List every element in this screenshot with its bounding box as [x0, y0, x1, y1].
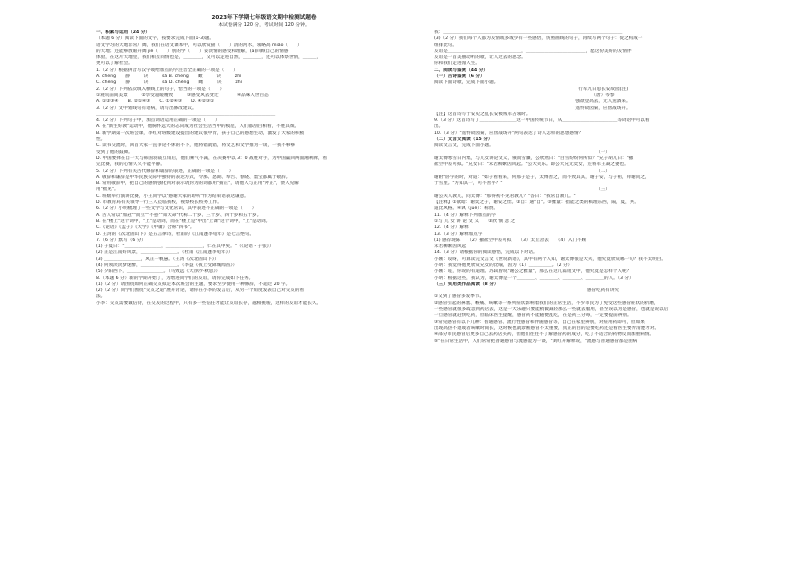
left-line: 语文学习的天地非常广阔，我们在语文课本中，可以欣赏描（ ）清的河水，领略高 miǎo（ ）	[96, 42, 302, 48]
right-line: 出现高热不退或者咳嗽时间长，这时候也就诊断感冒不太重要，真正的目的是要吃药还是看医生要弄清楚才对。	[434, 325, 660, 331]
right-line: 10.（3 分）"遥怜故园菊，应傍战场开"两句表达了诗人怎样的思想感情？	[434, 130, 584, 136]
left-line: 8.（本题 6 分）新的学期开始了，为增进同学们的友谊，请你完成如下任务。	[96, 275, 254, 281]
left-line: C.《论语》《孟子》《大学》《中庸》合称"四书"。	[96, 225, 195, 231]
left-line: 1.（2 分）根据拼音写汉字或给加点的字注音全正确的一项是（ ）	[96, 67, 238, 73]
right-line: 我：＿＿＿＿＿＿＿＿＿＿＿＿＿＿＿＿＿＿＿＿＿＿＿＿＿＿＿＿＿＿＿＿＿＿＿＿＿＿＿	[434, 30, 623, 35]
right-line: 14.（3 分）请根据你的阅读感悟，完成以下对话。	[434, 250, 538, 256]
left-line: ＿＿＿＿＿＿＿＿＿＿＿＿＿＿＿＿＿＿＿＿＿＿＿＿＿＿＿＿＿＿＿＿＿＿＿＿＿＿＿	[96, 111, 276, 117]
left-line: 一、积累与运用（24 分）	[96, 30, 150, 35]
left-line: 7.（6 分）默写（6 分）	[96, 237, 146, 243]
left-line: 3.（2 分）文中划线句有语病，请写出修改建议。	[96, 105, 197, 111]
exam-title: 2023年下学期七年级语文期中检测试题卷	[211, 15, 317, 21]
right-line: (1) 感荐现陈 （2）撒盐空中差可拟 （3）太丘舍去 （4）入门不顾	[434, 237, 587, 243]
right-line: （一）	[596, 149, 610, 155]
left-line: C. 班级举行演讲比赛，小王同学以"感谢大家的聆听"作为结束语表达谦意。	[96, 193, 249, 199]
right-line: 未若柳絮因风起	[434, 244, 467, 250]
left-line: A. ①②③④ B. ②①④③ C. ①②④③ D. ④②③①	[96, 99, 215, 105]
right-line: （二）文言文阅读（15 分）	[434, 137, 493, 143]
left-line: (3) ＿＿＿＿＿＿＿＿，风正一帆悬。（王湾《次北固山下》）	[96, 256, 219, 262]
left-line: 6.（2 分）小明梳理了一些文学与文化常识，其中表述不正确的一项是（ ）	[96, 206, 257, 212]
left-line: A. chēng 静 诀 sà B. chēng 瞰 诀 zhí	[96, 74, 242, 80]
right-line: 阅读文言文，完成下面小题。	[434, 143, 494, 149]
right-line: 小明：我觉得他更欣赏兄女的比喻，因为（1）＿＿＿＿＿。（2 分）	[434, 262, 573, 268]
left-column	[96, 30, 432, 307]
right-line: 组排比句。	[434, 42, 457, 48]
right-line: 你和我们走进漫人生。	[434, 61, 480, 67]
right-line: 9.（3 分）这首诗写了＿＿＿＿＿＿＿＿这一中国传统节日，从＿＿＿＿＿＿＿＿＿＿＿＿等词语中可以看	[434, 118, 650, 124]
right-line: 道比风格。④讽（jué）：称赞。	[434, 206, 498, 212]
right-line: 强欲登高去，无人送酒来。	[575, 99, 631, 105]
left-line: C. chéng 静 诀 sà D. chéng 瞰 诀 zhí	[96, 80, 242, 86]
right-line: （三）	[596, 187, 610, 193]
left-line: (2)（2 分）同学们围绕"交友之道"展开讨论，请你在小李的发言后，从另一个角度发表自己对交友的看	[96, 288, 305, 294]
left-line: 性。	[96, 137, 106, 143]
right-line: 阅读下面诗歌，完成下面小题。	[434, 80, 499, 86]
right-line: 盐空中差可拟。"兄女曰："未若柳絮因风起。"公大笑乐。即公大兄无奕女，左将军王凝之妻也。	[434, 162, 629, 168]
right-line: ②感冒引起的鼻塞、喉痛、咳嗽等一系列症状影响着我们的正常生活，不少市民为了免受这些感冒症状的折磨，	[434, 300, 659, 306]
right-line: ①又到了感冒多发季节。	[434, 294, 485, 300]
right-line: 二、阅读与鉴赏（44 分）	[434, 67, 488, 73]
left-line: D. 市教育局有关领导一行三人莅临我校，视察校长校务工作。	[96, 200, 222, 206]
left-line: 体验，在这片天地里，我们相互同情也是，＿＿＿＿，又可以走进自然，＿＿＿＿，还可以体察世情，＿＿＿，	[96, 55, 322, 61]
left-line: 4.（2 分）下列句子中，加点词语运用正确的一项是（ ）	[96, 118, 220, 124]
left-line: 小李：交友需要诚信待，在交友的过程中，只有多一些信任才能让友谊长存，越相挑唆，这样的友谊才能长久。	[96, 300, 322, 306]
right-line: 小刚：哇，你说的有道理。苏轼曾说"谢公之雅量"，那么在这几篇短文中，他究竟是怎样个人呢？	[434, 269, 632, 275]
left-line: 2.（2 分）下列依次填入横线上的句子，恰当的一项是（ ）	[96, 86, 225, 92]
right-line: 行军九日思长安故园[注]	[578, 86, 628, 92]
right-line: 【注】这首诗写于安史之乱长安被叛军占领时。	[434, 111, 531, 117]
left-line: D. 王湾的《次北固山下》是五言律诗，杜甫的《江南逢李龟年》是七言绝句。	[96, 231, 255, 237]
right-line: 友谊是一首美丽动听的歌，让人过去的思念。	[434, 55, 526, 61]
left-line: ①观赏前间美景 ②享受超暖精致 ③感受风去变迁 ④品味人世百态	[96, 92, 269, 98]
left-line: D. 中国要择在自一天与韩国羽战互角后，他们乘气不减，在决赛中以 3：0 战胜对手，为中国赢回两面湘利牌，看	[96, 155, 328, 161]
left-line: 完比赛，我的心情久久不能平静。	[96, 162, 165, 168]
right-line: 遥怜故园菊，应傍战场开。	[575, 105, 631, 111]
left-line: (1) 子夏曰："＿＿＿＿＿＿＿＿，＿＿＿＿＿＿＿＿，仁在其中矣。"（《论语・子张》）	[96, 244, 274, 250]
right-line: 谢太傅寒雪日内集，与儿女讲论文义，俄而雪骤，公欣然曰："白雪纷纷何所似？"兄子胡儿曰："撒	[434, 155, 634, 161]
left-line: A. 在"新生好教"运动中，他胸怀远大的志向成为社会生活当中的模范，人们都刮目相看，不胜其烦。	[96, 124, 300, 130]
left-line: 5.（2 分）下列有关古代修辞和诵辞的表述，正确的一项是（ ）	[96, 168, 234, 174]
right-line: 谢公夫人教儿，问太傅："那得初不见君教儿？"答曰："我常自教儿。"	[434, 193, 576, 199]
right-line: 谢附"卧字的时，对道："如子看看来，何那子是子，太傅善之，而不致其其，谢子安，与子祖，拜谢问之，	[434, 174, 650, 180]
right-line: ①与 儿 女 讲 论 文 义 ②欣 悯 悲 之	[434, 218, 516, 224]
right-line: ⑤"在日常生活中，人们常常把普通感冒与流感混为一谈，"刘红升解释说，"流感与普通感冒都是由病	[434, 338, 638, 344]
left-line: A. 古人常以"加冠""而立""不惑""知天命"代称二十岁、三十岁、四十岁和五十岁。	[96, 212, 262, 218]
left-line: 更可以了解社会。	[96, 61, 133, 67]
right-line: (3)（2 分）我们每个人都为友情或多或少有一些感悟，仿照画线的句子，再续写两个句子：促之构成一	[434, 36, 643, 42]
right-column	[434, 30, 772, 345]
exam-subtitle: 本试卷满分 120 分，考试时间 120 分钟。	[218, 23, 310, 28]
left-line: B. 常用敬辞中，把自己的感情强化到对表示请封为的词都用"猜正"，请他人与正用"斧正"，赞人见解	[96, 181, 299, 187]
right-line: 11.（4 分）解释下列加点的字	[434, 212, 497, 218]
right-line: 于雪里。"方知其一，可不善乎？"	[434, 181, 503, 187]
left-line: B. 在"楼上"这个词中，"上"是动词，而在"楼上是"中出"上课"这个词中，"上"是动词。	[96, 218, 271, 224]
right-line: （二）	[596, 168, 610, 174]
left-line: 用"拙见"。	[96, 187, 119, 193]
right-line: （三）实用类作品阅读（8 分）	[434, 281, 499, 287]
right-line: 12.（4 分）解释	[434, 225, 469, 231]
right-line: 【注释】①欲暗：谢奕之子，谢安之侄。②自：通"自"。③雅量：指能之类的棋理东西，隔，夏，共。	[434, 200, 639, 206]
left-line: (1)（2 分）请围绕如何正确交友拟定本次班会的主题，要求至少使用一种修辞，不超过 20 字。	[96, 281, 291, 287]
left-line: C. 读书交流时，回首大家一直争论不休的不下，他将错就错，将文艺和文学推为一谈，一我不够够	[96, 143, 296, 149]
left-line: B. 新学期第一次班会课，李红对班级建设提出的建议很中肯，孩子自己的感想生动，激发了大家的积极	[96, 130, 305, 136]
right-line: 小刚：哎呀，可算读完文言文《世说新语》，其中有两个人知，谢太傅很是大夫，他究竟欣赏哪一句？我不太明白。	[434, 256, 666, 262]
right-line: ③常见感冒有以下几种：普通感冒、流行性感冒和伴随感冒等，自己在家里辨别，对症用药即可，但如果	[434, 319, 645, 325]
right-line: ④部分市民感冒后更多自己去药店买药，但他们往往不了解感冒药的成分，吃了不适合的药物反而加重病情。	[434, 332, 655, 338]
left-line: A. 敬辞和谦辞是中华民族交际中独特的表达方式，令那、恶期、奉告、春晓、墨宝都属于敬辞。	[96, 174, 291, 180]
left-line: (4) 何须淡淡梦迷醉，＿＿＿＿＿＿＿＿。（李益《夜上受降城闻笛》）	[96, 262, 238, 268]
right-line: 一些感冒就很多疏忽到药店去，这是一大乐趣只要能稍微减轻那么一些就去服用，甚至误以为是感冒，也就是说以后	[434, 307, 669, 313]
right-line: 友谊是＿＿＿＿＿＿＿＿＿＿＿＿＿＿＿＿，＿＿＿＿＿＿＿＿＿＿＿＿＿，愿这份美好的友情伴	[434, 48, 632, 54]
left-line: 的天地；还能够放眼开阔 jìé（ ）别的学（ ）妥淡情的感受和理解，(a)回顾自己的情感	[96, 48, 289, 54]
left-line: (5) 夕阳西下，＿＿＿＿＿＿＿＿。（马致远《天净沙·秋思》）	[96, 269, 221, 275]
right-line: 一旦感冒就赶快吃药，但临床医生提醒，感冒药不能随便乱吃，在是药三分毒，一定要提前辨别。	[434, 313, 632, 319]
exam-header	[96, 14, 432, 29]
right-line: 出。	[434, 124, 444, 130]
left-line: (2) 正是江南好风景，＿＿＿＿＿＿＿＿。（杜甫《江南逢李龟年》）	[96, 250, 233, 256]
right-line: 感冒吃药有讲究	[586, 288, 620, 294]
left-line: （本题 6 分）阅读下面的文字，按要求完成下面(1-3)题。	[96, 36, 214, 42]
right-line: 小明：根据这些，我认为，谢太傅是一个＿＿＿＿、＿＿＿＿、＿＿＿＿、＿＿＿＿的人。（3 分）	[434, 275, 634, 281]
right-line: （唐）岑参	[591, 92, 615, 98]
left-line: 法。	[96, 294, 106, 300]
left-line: 受到了他的鼓舞。	[96, 149, 133, 155]
right-line: 13.（3 分）解释加点字	[434, 231, 483, 237]
right-line: （一）古诗鉴赏（6 分）	[434, 74, 485, 80]
